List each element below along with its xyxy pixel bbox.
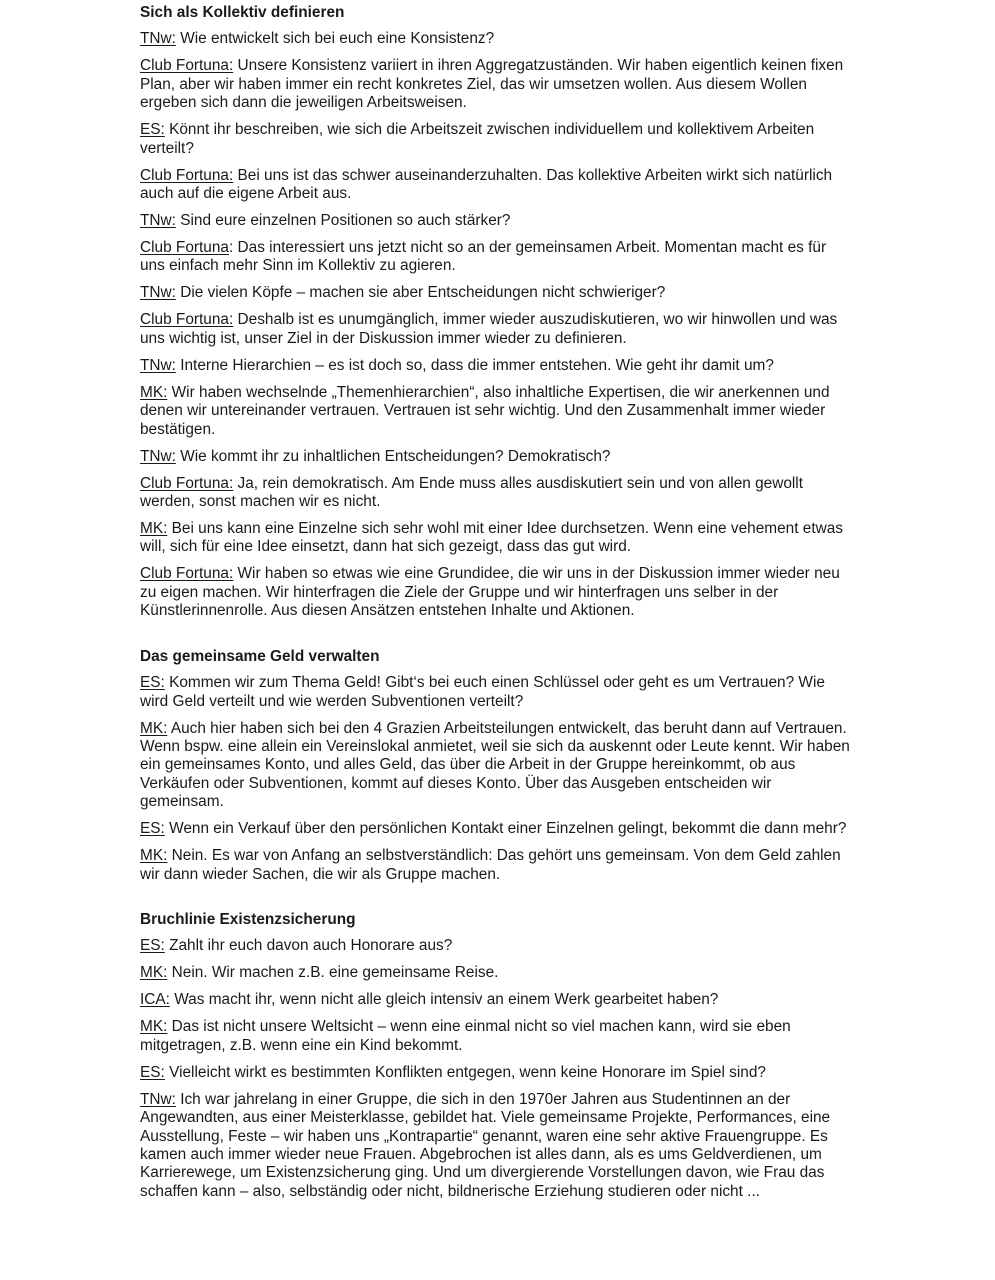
interview-paragraph bbox=[140, 674, 852, 711]
section bbox=[140, 4, 852, 621]
speaker-label: MK: bbox=[140, 964, 168, 982]
paragraph-text: Zahlt ihr euch davon auch Honorare aus? bbox=[169, 937, 453, 955]
document-page bbox=[140, 0, 852, 1210]
section-heading: Sich als Kollektiv definieren bbox=[140, 4, 345, 21]
paragraph-text: Wie entwickelt sich bei euch eine Konsistenz? bbox=[180, 30, 495, 48]
speaker-label: Club Fortuna: bbox=[140, 474, 234, 492]
interview-paragraph bbox=[140, 520, 852, 557]
interview-paragraph bbox=[140, 1018, 852, 1055]
paragraph-text: Das ist nicht unsere Weltsicht – wenn eine einmal nicht so viel machen kann, wird sie eben mitgetragen, z.B. wenn eine ein Kind bekommt. bbox=[140, 1018, 791, 1054]
section-heading: Das gemeinsame Geld verwalten bbox=[140, 647, 380, 665]
interview-paragraph bbox=[140, 357, 852, 375]
section bbox=[140, 648, 852, 884]
interview-paragraph bbox=[140, 1064, 852, 1082]
paragraph-text: Bei uns ist das schwer auseinanderzuhalten. Das kollektive Arbeiten wirkt sich natürlich auch auf die eigene Arbeit aus. bbox=[140, 166, 833, 203]
speaker-label: Club Fortuna: bbox=[140, 166, 234, 184]
speaker-label: MK: bbox=[140, 383, 168, 401]
interview-paragraph bbox=[140, 565, 852, 620]
speaker-label: ES: bbox=[140, 674, 165, 692]
interview-paragraph bbox=[140, 30, 852, 48]
paragraph-text: Wie kommt ihr zu inhaltlichen Entscheidungen? Demokratisch? bbox=[180, 447, 611, 465]
section bbox=[140, 911, 852, 1201]
paragraph-text: Kommen wir zum Thema Geld! Gibt‘s bei euch einen Schlüssel oder geht es um Vertrauen? Wie wird Geld verteilt und wie werden Subventionen verteilt? bbox=[140, 674, 825, 710]
speaker-label: TNw: bbox=[140, 284, 176, 302]
speaker-label: TNw: bbox=[140, 356, 176, 374]
paragraph-text: Auch hier haben sich bei den 4 Grazien Arbeitsteilungen entwickelt, das beruht dann auf Vertrauen. Wenn bspw. eine allein ein Vereinslokal anmietet, weil sie sich da auskennt oder Leute kennt. Wir haben ein gemeinsames Konto, und alles Geld, das über die Arbeit in der Gruppe hereinkommt, ob aus Verkäufen oder Subventionen, kommt auf dieses Konto. Über das Ausgeben entscheiden wir gemeinsam. bbox=[140, 719, 850, 811]
interview-paragraph bbox=[140, 167, 852, 204]
interview-paragraph bbox=[140, 284, 852, 302]
paragraph-text: Interne Hierarchien – es ist doch so, dass die immer entstehen. Wie geht ihr damit um? bbox=[180, 356, 774, 374]
paragraph-text: Nein. Wir machen z.B. eine gemeinsame Reise. bbox=[171, 964, 499, 982]
paragraph-text: Unsere Konsistenz variiert in ihren Aggregatzuständen. Wir haben eigentlich keinen fixen Plan, aber wir haben immer ein recht konkretes Ziel, das wir umsetzen wollen. Aus diesem Wollen ergeben sich dann die jeweiligen Arbeitsweisen. bbox=[140, 57, 844, 112]
interview-paragraph bbox=[140, 720, 852, 812]
paragraph-text: Wenn ein Verkauf über den persönlichen Kontakt einer Einzelnen gelingt, bekommt die dann mehr? bbox=[169, 820, 847, 838]
speaker-label: ICA: bbox=[140, 991, 170, 1009]
speaker-label: Club Fortuna: bbox=[140, 565, 234, 583]
paragraph-text: Ich war jahrelang in einer Gruppe, die sich in den 1970er Jahren aus Studentinnen an der Angewandten, aus einer Meisterklasse, gebildet hat. Viele gemeinsame Projekte, Performances, eine Ausstellung, Feste – wir haben uns „Kontrapartie“ genannt, waren eine sehr aktive Frauengruppe. Es kamen auch immer wieder neue Frauen. Abgebrochen ist alles dann, als es ums Geldverdienen, um Karrierewege, um Existenzsicherung ging. Und um divergierende Vorstellungen davon, wie Frau das schaffen kann – also, selbständig oder nicht, bildnerische Erziehung studieren oder nicht ... bbox=[140, 1090, 831, 1200]
interview-paragraph bbox=[140, 448, 852, 466]
speaker-label: TNw: bbox=[140, 447, 176, 465]
speaker-label: TNw: bbox=[140, 30, 176, 48]
paragraph-text: Sind eure einzelnen Positionen so auch stärker? bbox=[180, 212, 511, 230]
interview-paragraph bbox=[140, 847, 852, 884]
speaker-label: MK: bbox=[140, 847, 168, 865]
speaker-label: MK: bbox=[140, 719, 168, 737]
interview-paragraph bbox=[140, 1091, 852, 1201]
speaker-label: ES: bbox=[140, 1063, 165, 1081]
paragraph-text: Wir haben so etwas wie eine Grundidee, die wir uns in der Diskussion immer wieder neu zu eigen machen. Wir hinterfragen die Ziele der Gruppe und wir hinterfragen uns selber in der Künstlerinnenrolle. Aus diesen Ansätzen entstehen Inhalte und Aktionen. bbox=[140, 565, 840, 620]
paragraph-text: Bei uns kann eine Einzelne sich sehr wohl mit einer Idee durchsetzen. Wenn eine vehement etwas will, sich für eine Idee einsetzt, dann hat sich gezeigt, dass das gut wird. bbox=[140, 520, 843, 556]
interview-paragraph bbox=[140, 57, 852, 112]
speaker-label: ES: bbox=[140, 121, 165, 139]
interview-paragraph bbox=[140, 311, 852, 348]
interview-paragraph bbox=[140, 384, 852, 439]
paragraph-text: Deshalb ist es unumgänglich, immer wieder auszudiskutieren, wo wir hinwollen und was uns wichtig ist, unser Ziel in der Diskussion immer wieder zu definieren. bbox=[140, 311, 838, 347]
speaker-label: MK: bbox=[140, 1018, 168, 1036]
paragraph-text: Nein. Es war von Anfang an selbstverständlich: Das gehört uns gemeinsam. Von dem Geld zahlen wir dann wieder Sachen, die wir als Gruppe machen. bbox=[140, 847, 841, 883]
speaker-label: ES: bbox=[140, 937, 165, 955]
interview-paragraph bbox=[140, 991, 852, 1009]
paragraph-text: : Das interessiert uns jetzt nicht so an der gemeinsamen Arbeit. Momentan macht es für uns einfach mehr Sinn im Kollektiv zu agieren. bbox=[140, 239, 827, 275]
paragraph-text: Vielleicht wirkt es bestimmten Konflikten entgegen, wenn keine Honorare im Spiel sind? bbox=[169, 1063, 766, 1081]
interview-paragraph bbox=[140, 475, 852, 512]
speaker-label: ES: bbox=[140, 820, 165, 838]
interview-paragraph bbox=[140, 964, 852, 982]
section-heading: Bruchlinie Existenzsicherung bbox=[140, 910, 356, 928]
interview-paragraph bbox=[140, 239, 852, 276]
interview-paragraph bbox=[140, 212, 852, 230]
speaker-label: MK: bbox=[140, 520, 168, 538]
speaker-label: TNw: bbox=[140, 212, 176, 230]
speaker-label: TNw: bbox=[140, 1090, 176, 1108]
speaker-label: Club Fortuna: bbox=[140, 57, 234, 75]
speaker-label: Club Fortuna bbox=[140, 239, 229, 257]
paragraph-text: Was macht ihr, wenn nicht alle gleich intensiv an einem Werk gearbeitet haben? bbox=[174, 991, 719, 1009]
paragraph-text: Ja, rein demokratisch. Am Ende muss alles ausdiskutiert sein und von allen gewollt werden, sonst machen wir es nicht. bbox=[140, 474, 803, 511]
interview-paragraph bbox=[140, 820, 852, 838]
speaker-label: Club Fortuna: bbox=[140, 311, 234, 329]
paragraph-text: Wir haben wechselnde „Themenhierarchien“, also inhaltliche Expertisen, die wir anerkennen und denen wir untereinander vertrauen. Vertrauen ist sehr wichtig. Und den Zusammenhalt immer wieder bestätigen. bbox=[140, 383, 830, 438]
interview-paragraph bbox=[140, 121, 852, 158]
paragraph-text: Die vielen Köpfe – machen sie aber Entscheidungen nicht schwieriger? bbox=[180, 284, 666, 302]
interview-paragraph bbox=[140, 937, 852, 955]
paragraph-text: Könnt ihr beschreiben, wie sich die Arbeitszeit zwischen individuellem und kollektivem Arbeiten verteilt? bbox=[140, 121, 815, 157]
